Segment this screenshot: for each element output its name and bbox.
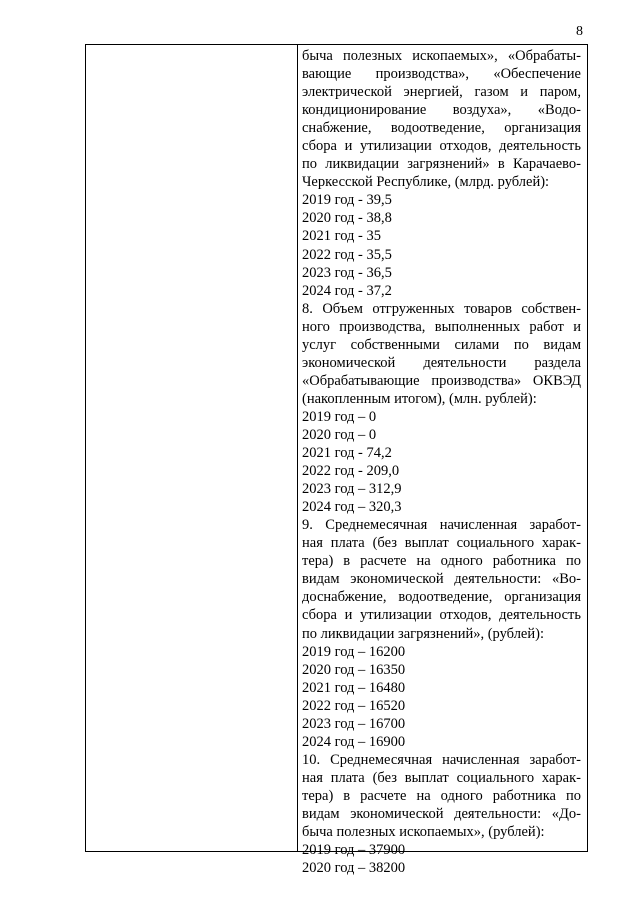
- text-line: тера) в расчете на одного работника по: [302, 553, 581, 570]
- text-line: ного производства, выполненных работ и: [302, 318, 581, 335]
- text-line: ная плата (без выплат социального харак-: [302, 769, 581, 786]
- text-line: 2021 год - 35: [302, 228, 381, 245]
- text-line: услуг собственными силами по видам: [302, 336, 581, 353]
- table-right-cell: [298, 45, 587, 877]
- text-line: 2019 год – 37900: [302, 842, 406, 859]
- text-line: кондиционирование воздуха», «Водо-: [302, 102, 581, 119]
- table-left-cell: [86, 45, 298, 851]
- text-line: 2023 год – 16700: [302, 715, 406, 732]
- text-line: 10. Среднемесячная начисленная заработ-: [302, 751, 581, 768]
- text-line: «Обрабатывающие производства» ОКВЭД: [302, 372, 581, 389]
- text-line: 2020 год - 38,8: [302, 210, 392, 227]
- text-line: 2020 год – 38200: [302, 860, 406, 877]
- text-line: 2022 год – 16520: [302, 697, 406, 714]
- text-line: по ликвидации загрязнений» в Карачаево-: [302, 156, 581, 173]
- text-line: 2023 год – 312,9: [302, 481, 402, 498]
- text-line: ная плата (без выплат социального харак-: [302, 535, 581, 552]
- text-line: сбора и утилизации отходов, деятельность: [302, 607, 581, 624]
- text-line: 2022 год - 35,5: [302, 246, 392, 263]
- page-number: 8: [576, 24, 583, 39]
- text-line: 2021 год - 74,2: [302, 445, 392, 462]
- text-line: быча полезных ископаемых», «Обрабаты-: [302, 48, 581, 64]
- text-line: вающие производства», «Обеспечение: [302, 66, 581, 83]
- text-line: 2023 год - 36,5: [302, 264, 392, 281]
- text-line: электрической энергией, газом и паром,: [302, 84, 581, 101]
- text-line: 2019 год – 0: [302, 408, 377, 425]
- text-line: 2022 год - 209,0: [302, 463, 400, 480]
- text-line: 2019 год – 16200: [302, 643, 406, 660]
- text-line: по ликвидации загрязнений», (рублей):: [302, 625, 544, 642]
- text-line: Черкесской Республике, (млрд. рублей):: [302, 174, 550, 191]
- text-line: 2020 год – 16350: [302, 661, 406, 678]
- text-line: 2024 год - 37,2: [302, 282, 392, 299]
- text-line: экономической деятельности раздела: [302, 354, 581, 371]
- text-line: 2024 год – 320,3: [302, 499, 402, 516]
- text-line: 9. Среднемесячная начисленная заработ-: [302, 517, 581, 534]
- document-table: [85, 44, 588, 877]
- text-line: доснабжение, водоотведение, организация: [302, 589, 581, 606]
- text-line: быча полезных ископаемых», (рублей):: [302, 824, 545, 841]
- text-line: 2024 год – 16900: [302, 733, 406, 750]
- text-line: 2021 год – 16480: [302, 679, 406, 696]
- text-line: 2020 год – 0: [302, 426, 377, 443]
- text-line: (накопленным итогом), (млн. рублей):: [302, 390, 537, 407]
- text-line: видам экономической деятельности: «Во-: [302, 571, 581, 588]
- text-line: 2019 год - 39,5: [302, 192, 392, 209]
- text-line: тера) в расчете на одного работника по: [302, 787, 581, 804]
- text-line: снабжение, водоотведение, организация: [302, 120, 581, 137]
- text-line: видам экономической деятельности: «До-: [302, 805, 581, 822]
- text-line: 8. Объем отгруженных товаров собствен-: [302, 300, 581, 317]
- text-line: сбора и утилизации отходов, деятельность: [302, 138, 581, 155]
